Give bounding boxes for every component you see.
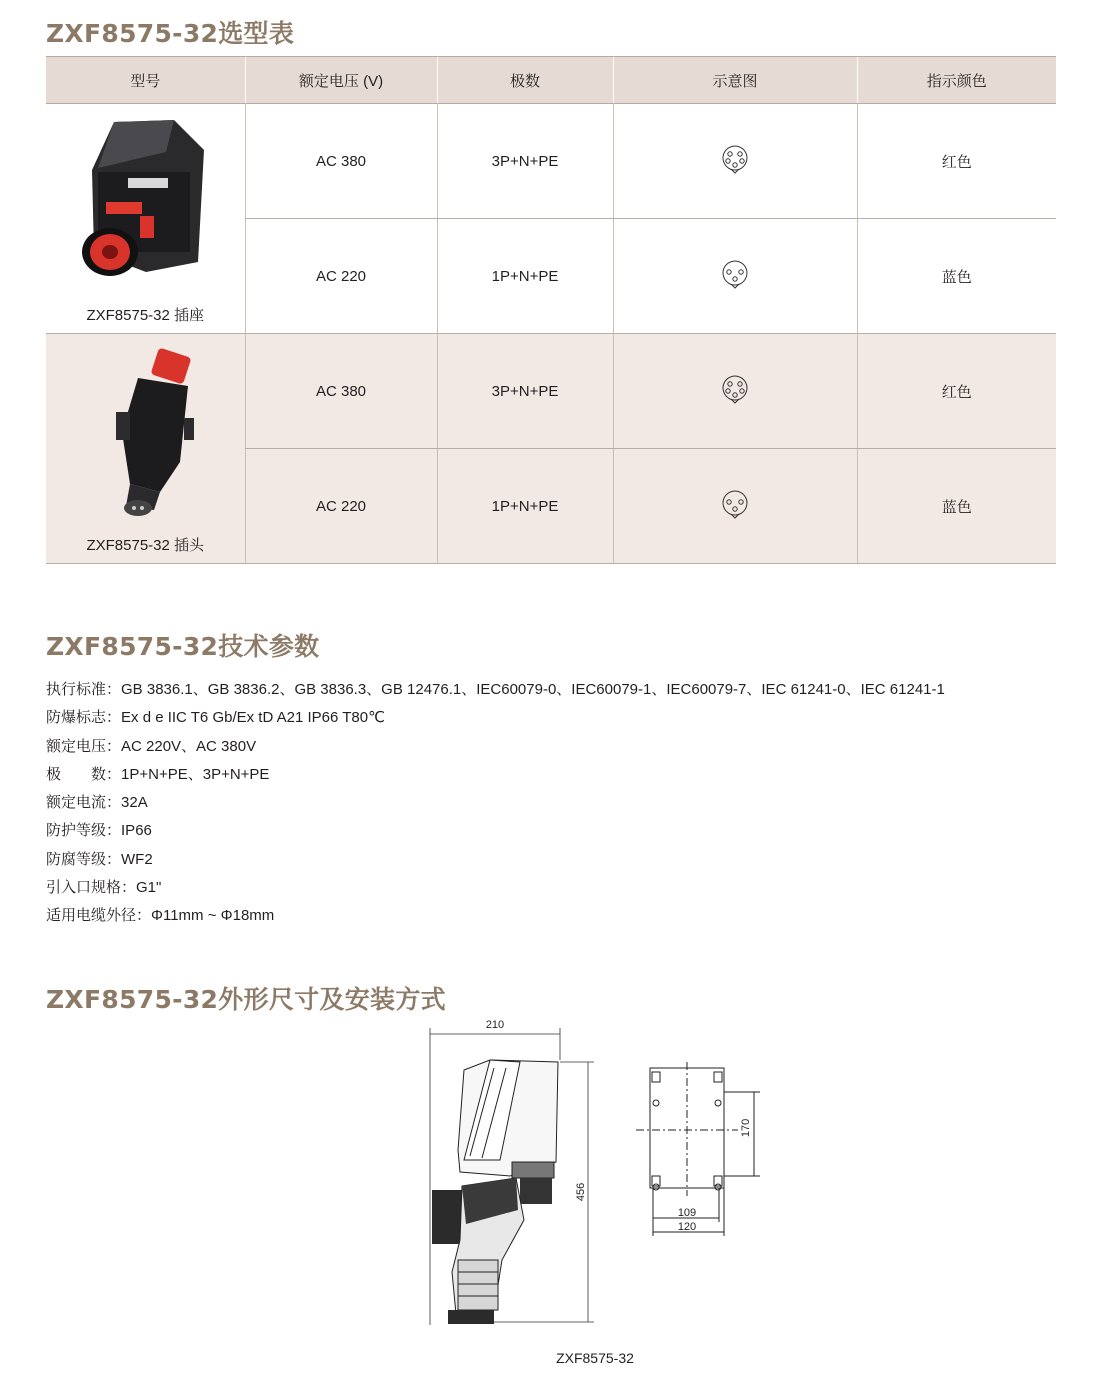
color-cell: 红色: [857, 334, 1056, 449]
header-voltage: 额定电压 (V): [245, 57, 437, 104]
header-poles: 极数: [437, 57, 613, 104]
voltage-cell: AC 380: [245, 104, 437, 219]
param-value: 32A: [121, 794, 148, 812]
color-cell: 蓝色: [857, 449, 1056, 564]
list-item: [46, 874, 945, 902]
list-item: [46, 902, 945, 930]
param-value: 1P+N+PE、3P+N+PE: [121, 765, 270, 783]
list-item: [46, 704, 945, 732]
socket-product-image: [76, 112, 216, 292]
param-value: WF2: [121, 850, 153, 868]
poles-cell: 3P+N+PE: [437, 334, 613, 449]
param-label: 防腐等级：: [46, 850, 122, 868]
5-pin-socket-icon: [720, 144, 750, 174]
color-cell: 蓝色: [857, 219, 1056, 334]
diagram-cell: [613, 449, 857, 564]
poles-cell: 1P+N+PE: [437, 219, 613, 334]
plug-product-image: [76, 342, 216, 522]
mount-inner-width-label: 109: [677, 1207, 697, 1219]
mount-outer-width-label: 120: [677, 1221, 697, 1233]
list-item: [46, 789, 945, 817]
voltage-cell: AC 220: [245, 449, 437, 564]
side-view: [432, 1060, 558, 1324]
height-dim-label: 456: [575, 1182, 587, 1202]
5-pin-socket-icon: [720, 374, 750, 404]
param-value: G1": [136, 879, 162, 897]
voltage-cell: AC 380: [245, 334, 437, 449]
param-label: 额定电压：: [46, 737, 122, 755]
poles-cell: 3P+N+PE: [437, 104, 613, 219]
param-label: 防护等级：: [46, 822, 122, 840]
diagram-cell: [613, 219, 857, 334]
list-item: [46, 846, 945, 874]
param-label: 执行标准：: [46, 681, 122, 698]
param-label: 极 数：: [46, 765, 122, 783]
3-pin-socket-icon: [720, 489, 750, 519]
model-cell-plug: [46, 334, 245, 564]
param-value: Ex d e IIC T6 Gb/Ex tD A21 IP66 T80℃: [121, 709, 385, 727]
width-dim-label: 210: [485, 1019, 505, 1031]
selection-title: ZXF8575-32选型表: [46, 19, 295, 48]
param-label: 引入口规格：: [46, 879, 137, 897]
table-header-row: [46, 57, 1056, 104]
table-row: [46, 104, 1056, 219]
mount-height-label: 170: [740, 1118, 752, 1138]
dimension-drawing: [420, 1010, 790, 1340]
selection-table: [46, 56, 1056, 564]
poles-cell: 1P+N+PE: [437, 449, 613, 564]
dims-title: ZXF8575-32外形尺寸及安装方式: [46, 985, 446, 1014]
param-value: GB 3836.1、GB 3836.2、GB 3836.3、GB 12476.1、IEC60079-0、IEC60079-1、IEC60079-7、IEC 61241-0、IEC 61241-1: [121, 681, 945, 698]
tech-title: ZXF8575-32技术参数: [46, 632, 320, 661]
3-pin-socket-icon: [720, 259, 750, 289]
param-label: 额定电流：: [46, 794, 122, 812]
param-value: AC 220V、AC 380V: [121, 737, 257, 755]
model-name-socket: ZXF8575-32 插座: [86, 307, 205, 324]
tech-param-list: [46, 676, 945, 931]
diagram-cell: [613, 334, 857, 449]
model-name-plug: ZXF8575-32 插头: [86, 537, 205, 554]
param-label: 防爆标志：: [46, 709, 122, 727]
list-item: [46, 676, 945, 704]
header-color: 指示颜色: [857, 57, 1056, 104]
list-item: [46, 761, 945, 789]
param-value: Φ11mm ~ Φ18mm: [151, 907, 275, 925]
param-value: IP66: [121, 822, 152, 840]
header-model: 型号: [46, 57, 245, 104]
header-diagram: 示意图: [613, 57, 857, 104]
list-item: [46, 817, 945, 845]
model-cell-socket: [46, 104, 245, 334]
voltage-cell: AC 220: [245, 219, 437, 334]
color-cell: 红色: [857, 104, 1056, 219]
diagram-cell: [613, 104, 857, 219]
mount-view: [636, 1062, 760, 1236]
list-item: [46, 733, 945, 761]
param-label: 适用电缆外径：: [46, 907, 152, 925]
drawing-caption: ZXF8575-32: [556, 1350, 634, 1366]
table-row: [46, 334, 1056, 449]
